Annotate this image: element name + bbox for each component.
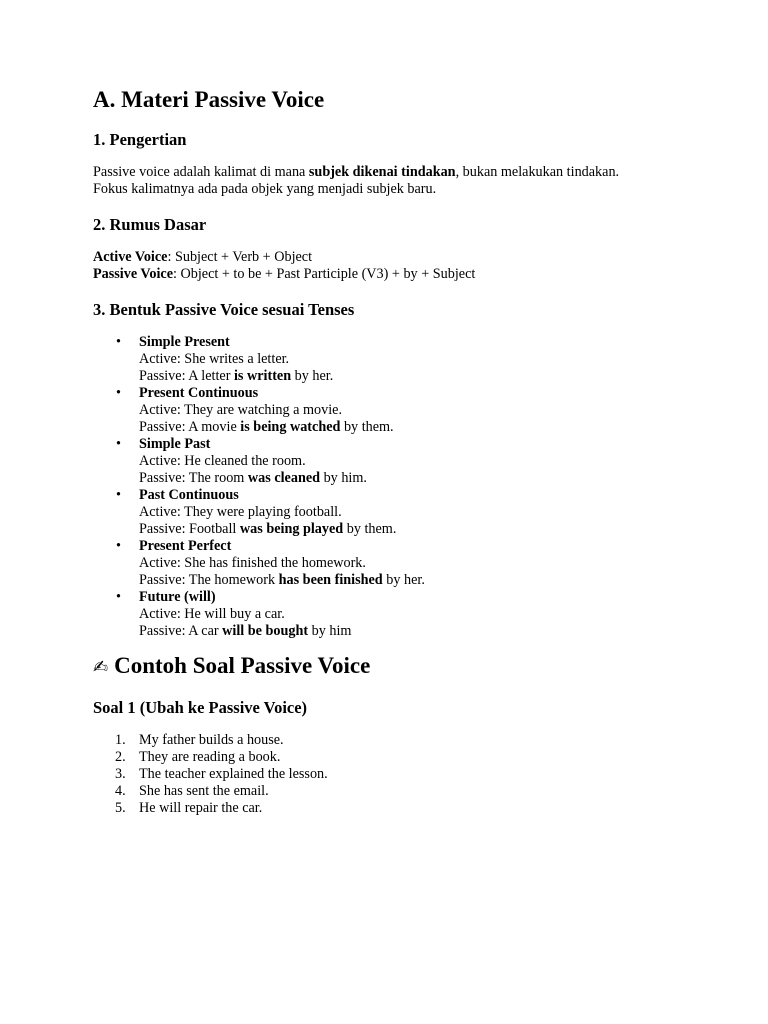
list-item: [139, 385, 708, 436]
tense-name: • Simple Present: [139, 334, 230, 350]
list-item: 5. He will repair the car.: [115, 800, 263, 816]
active-example: Active: They were playing football.: [139, 504, 342, 520]
tense-name: • Simple Past: [139, 436, 211, 452]
pencil-icon: ✍: [93, 657, 109, 678]
pengertian-text-post: , bukan melakukan tindakan.: [455, 164, 620, 180]
list-item: 2. They are reading a book.: [115, 749, 281, 765]
tense-name: • Present Perfect: [139, 538, 232, 554]
soal-1-heading: Soal 1 (Ubah ke Passive Voice): [93, 698, 308, 717]
pengertian-paragraph: [93, 164, 708, 198]
list-item: 3. The teacher explained the lesson.: [115, 766, 328, 782]
active-example: Active: He cleaned the room.: [139, 453, 306, 469]
list-item: [139, 589, 708, 640]
active-voice-label: Active Voice: [93, 249, 168, 265]
tense-name: • Present Continuous: [139, 385, 259, 401]
passive-example: Passive: A letter is written by her.: [139, 368, 334, 384]
passive-voice-label: Passive Voice: [93, 266, 173, 282]
list-item: [139, 487, 708, 538]
pengertian-text-bold: subjek dikenai tindakan: [308, 164, 456, 180]
list-item: [139, 538, 708, 589]
tenses-list: [93, 334, 708, 640]
active-example: Active: He will buy a car.: [139, 606, 285, 622]
list-item: 1. My father builds a house.: [115, 732, 284, 748]
active-example: Active: She has finished the homework.: [139, 555, 366, 571]
questions-list: [93, 732, 708, 817]
active-example: Active: They are watching a movie.: [139, 402, 343, 418]
passive-example: Passive: Football was being played by them.: [139, 521, 397, 537]
section-heading-pengertian: 1. Pengertian: [93, 130, 187, 149]
tense-name: • Future (will): [139, 589, 216, 605]
contoh-soal-title-text: Contoh Soal Passive Voice: [114, 653, 371, 678]
active-example: Active: She writes a letter.: [139, 351, 290, 367]
page-title: A. Materi Passive Voice: [93, 87, 325, 112]
pengertian-text-pre: Passive voice adalah kalimat di mana: [93, 164, 309, 180]
rumus-paragraph: [93, 249, 708, 283]
passive-voice-formula: : Object + to be + Past Participle (V3) + by + Subject: [173, 266, 476, 282]
list-item: 4. She has sent the email.: [115, 783, 269, 799]
passive-example: Passive: The homework has been finished by her.: [139, 572, 425, 588]
list-item: [139, 334, 708, 385]
pengertian-text-line2: Fokus kalimatnya ada pada objek yang menjadi subjek baru.: [93, 181, 437, 197]
section-heading-rumus: 2. Rumus Dasar: [93, 215, 207, 234]
passive-example: Passive: A car will be bought by him: [139, 623, 352, 639]
active-voice-formula: : Subject + Verb + Object: [167, 249, 313, 265]
contoh-soal-title: [93, 652, 708, 682]
list-item: [139, 436, 708, 487]
tense-name: • Past Continuous: [139, 487, 239, 503]
passive-example: Passive: A movie is being watched by them.: [139, 419, 394, 435]
section-heading-tenses: 3. Bentuk Passive Voice sesuai Tenses: [93, 300, 355, 319]
passive-example: Passive: The room was cleaned by him.: [139, 470, 367, 486]
